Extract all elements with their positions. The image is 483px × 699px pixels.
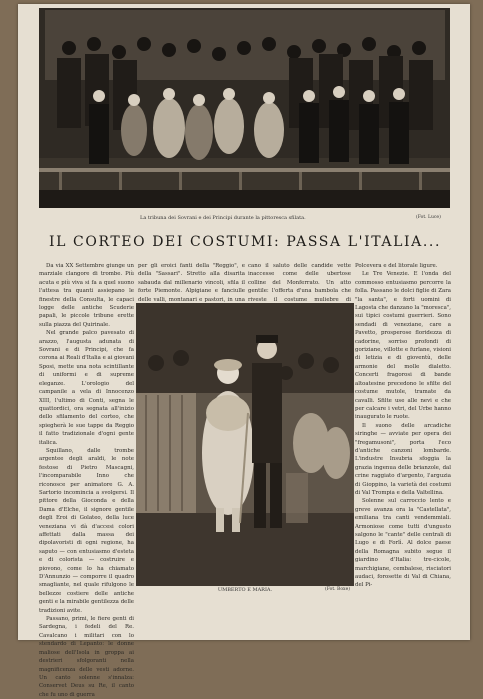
text-column-4 <box>355 262 451 634</box>
paragraph: Le Tre Venezie. E l'onda del commosso entusiasmo percorre la folla. Passano le dolci figlie di Zara "la santa", e forti uomini di Lagosta che danzano la "moresca", sui tipici costumi guerrieri. Sono sendadi di veneziane, care a Pavetto, prosperose floridezza di cadorine, sorriso profondi di goriziane, villotte e furlane, visioni di letizia e di gioventù, delle armonie del molle dialetto. Concerti fragorosi di bande altoatesine precedono le sfilte del costume mutole, tramate da cavalli. Sfilte use alle nevi e che per calcare i vetri, del Urbe hanno inaugurato le ruote. <box>355 271 451 421</box>
text-column-3-top <box>248 262 351 302</box>
middle-photo-credit: (Fot. Boxe) <box>325 587 350 592</box>
paragraph: Il suono delle arcadiche siringhe — avviate per opera dei "fregamusoni", porta l'eco d'antiche canzoni lombarde. L'industre Insubria sfoggia la grazia ingenua delle brianzole, dal crine raggiato d'argento, l'arguzia di Gioppino, la varietà dei costumi di Val Trompia e della Valtellina. <box>355 422 451 496</box>
paragraph: Da via XX Settembre giunge un marziale clangore di trombe. Più acuta e più viva si fa a quel suono l'attesa tra quanti assiepano le finestre della Consulta, le capaci logge delle antiche Scuderie papali, le piccole tribune erette sulla piazza del Quirinale. <box>39 263 134 328</box>
middle-photo-caption: UMBERTO E MARIA. <box>217 587 273 593</box>
text-column-2-top <box>138 262 245 302</box>
text-column-1 <box>39 262 135 698</box>
royal-tribune-photo <box>39 8 450 208</box>
top-photo-credit: (Fot. Luce) <box>416 215 441 220</box>
top-photo-caption: La tribuna dei Sovrani e dei Principi durante la pittoresca sfilata. <box>140 215 306 221</box>
paragraph: Passano, primi, le fiere genti di Sardegna, i fedeli del Re. Cavalcano i militari con lo stendardo di Lepanto: le donne maliose dell'Isola in groppa ai destrieri sfolgoranti nella magnificenza delle vesti adorne. Un canto solenne s'innalza: Conservet Deus su Re, il canto che fu uno di guerra <box>39 616 134 698</box>
paragraph: Polcevera e del litorale ligure. <box>355 263 438 269</box>
article-headline: IL CORTEO DEI COSTUMI: PASSA L'ITALIA... <box>48 234 441 250</box>
paragraph: Solenne sul carroccio lento e greve avanza ora la "Castellata", emiliana tra canti vendemmiali. Armoniose come tutti d'ungusto salgono le "cante" delle centrali di Lugo e di Forlì. Al dolce paese della Romagna subito segue il giardino d'Italia: tre-cicole, marchigiane, cembalese, risciatori audaci, forosette di Val di Chiana, del Pi- <box>355 498 451 589</box>
paragraph: per gli eroici fanti della "Reggio", e della "Sassari". Stretto alla disarita sabauda dal millenario vincoli, sfila il forte Piemonte. Alpigiane e fanciulle delle valli, montanari e pastori, in una <box>138 263 245 303</box>
paragraph: cano il saluto delle candide vette inaccesse come delle ubertose colline del Monferrato. Un atto gentile: l'offerta d'una bambola che riveste il costume muliebre di <box>248 263 351 303</box>
umberto-maria-photo <box>136 303 354 586</box>
paragraph: Squillano, dalle trombe argentee degli araldi, le note festose di Pietro Mascagni, l'incomparabile Inno che riconosce per animatore G. A. Sartorio incomincia a svolgersi. Il pittore della Gioconda e della Dama d'Elche, il signore gentile degli Eroi di Golateo, della luce veneziana vi dà d'accesi colori affettati dalla massa dei dipolavoristi di ogni regione, ha saputo — con entusiasmo d'esteta e di colorista — costruire e piovono, come lo ha chiamato D'Annunzio — comporre il quadro smagliante, nel quale rifulgono le bellezze costiere delle antiche genti e la mirabile gentilezza delle tradizioni avite. <box>39 447 134 614</box>
paragraph: Nel grande palco pavesato di arazzo, l'augusta adunata di Sovrani e di Principi, che fa corona ai Reali d'Italia e ai giovani Sposi, mette una nota scintillante di uniformi e di supreme eleganze. L'orologio del campanile a vela di Innocenzo XIII, l'ultimo di Conti, segna le quattordici, ora segnata all'inizio dello sfilamento del corteo, che spiegherà le sue tappe da Reggio il fatto tradizionale d'ogni gente italica. <box>39 330 135 446</box>
magazine-page <box>18 4 470 698</box>
